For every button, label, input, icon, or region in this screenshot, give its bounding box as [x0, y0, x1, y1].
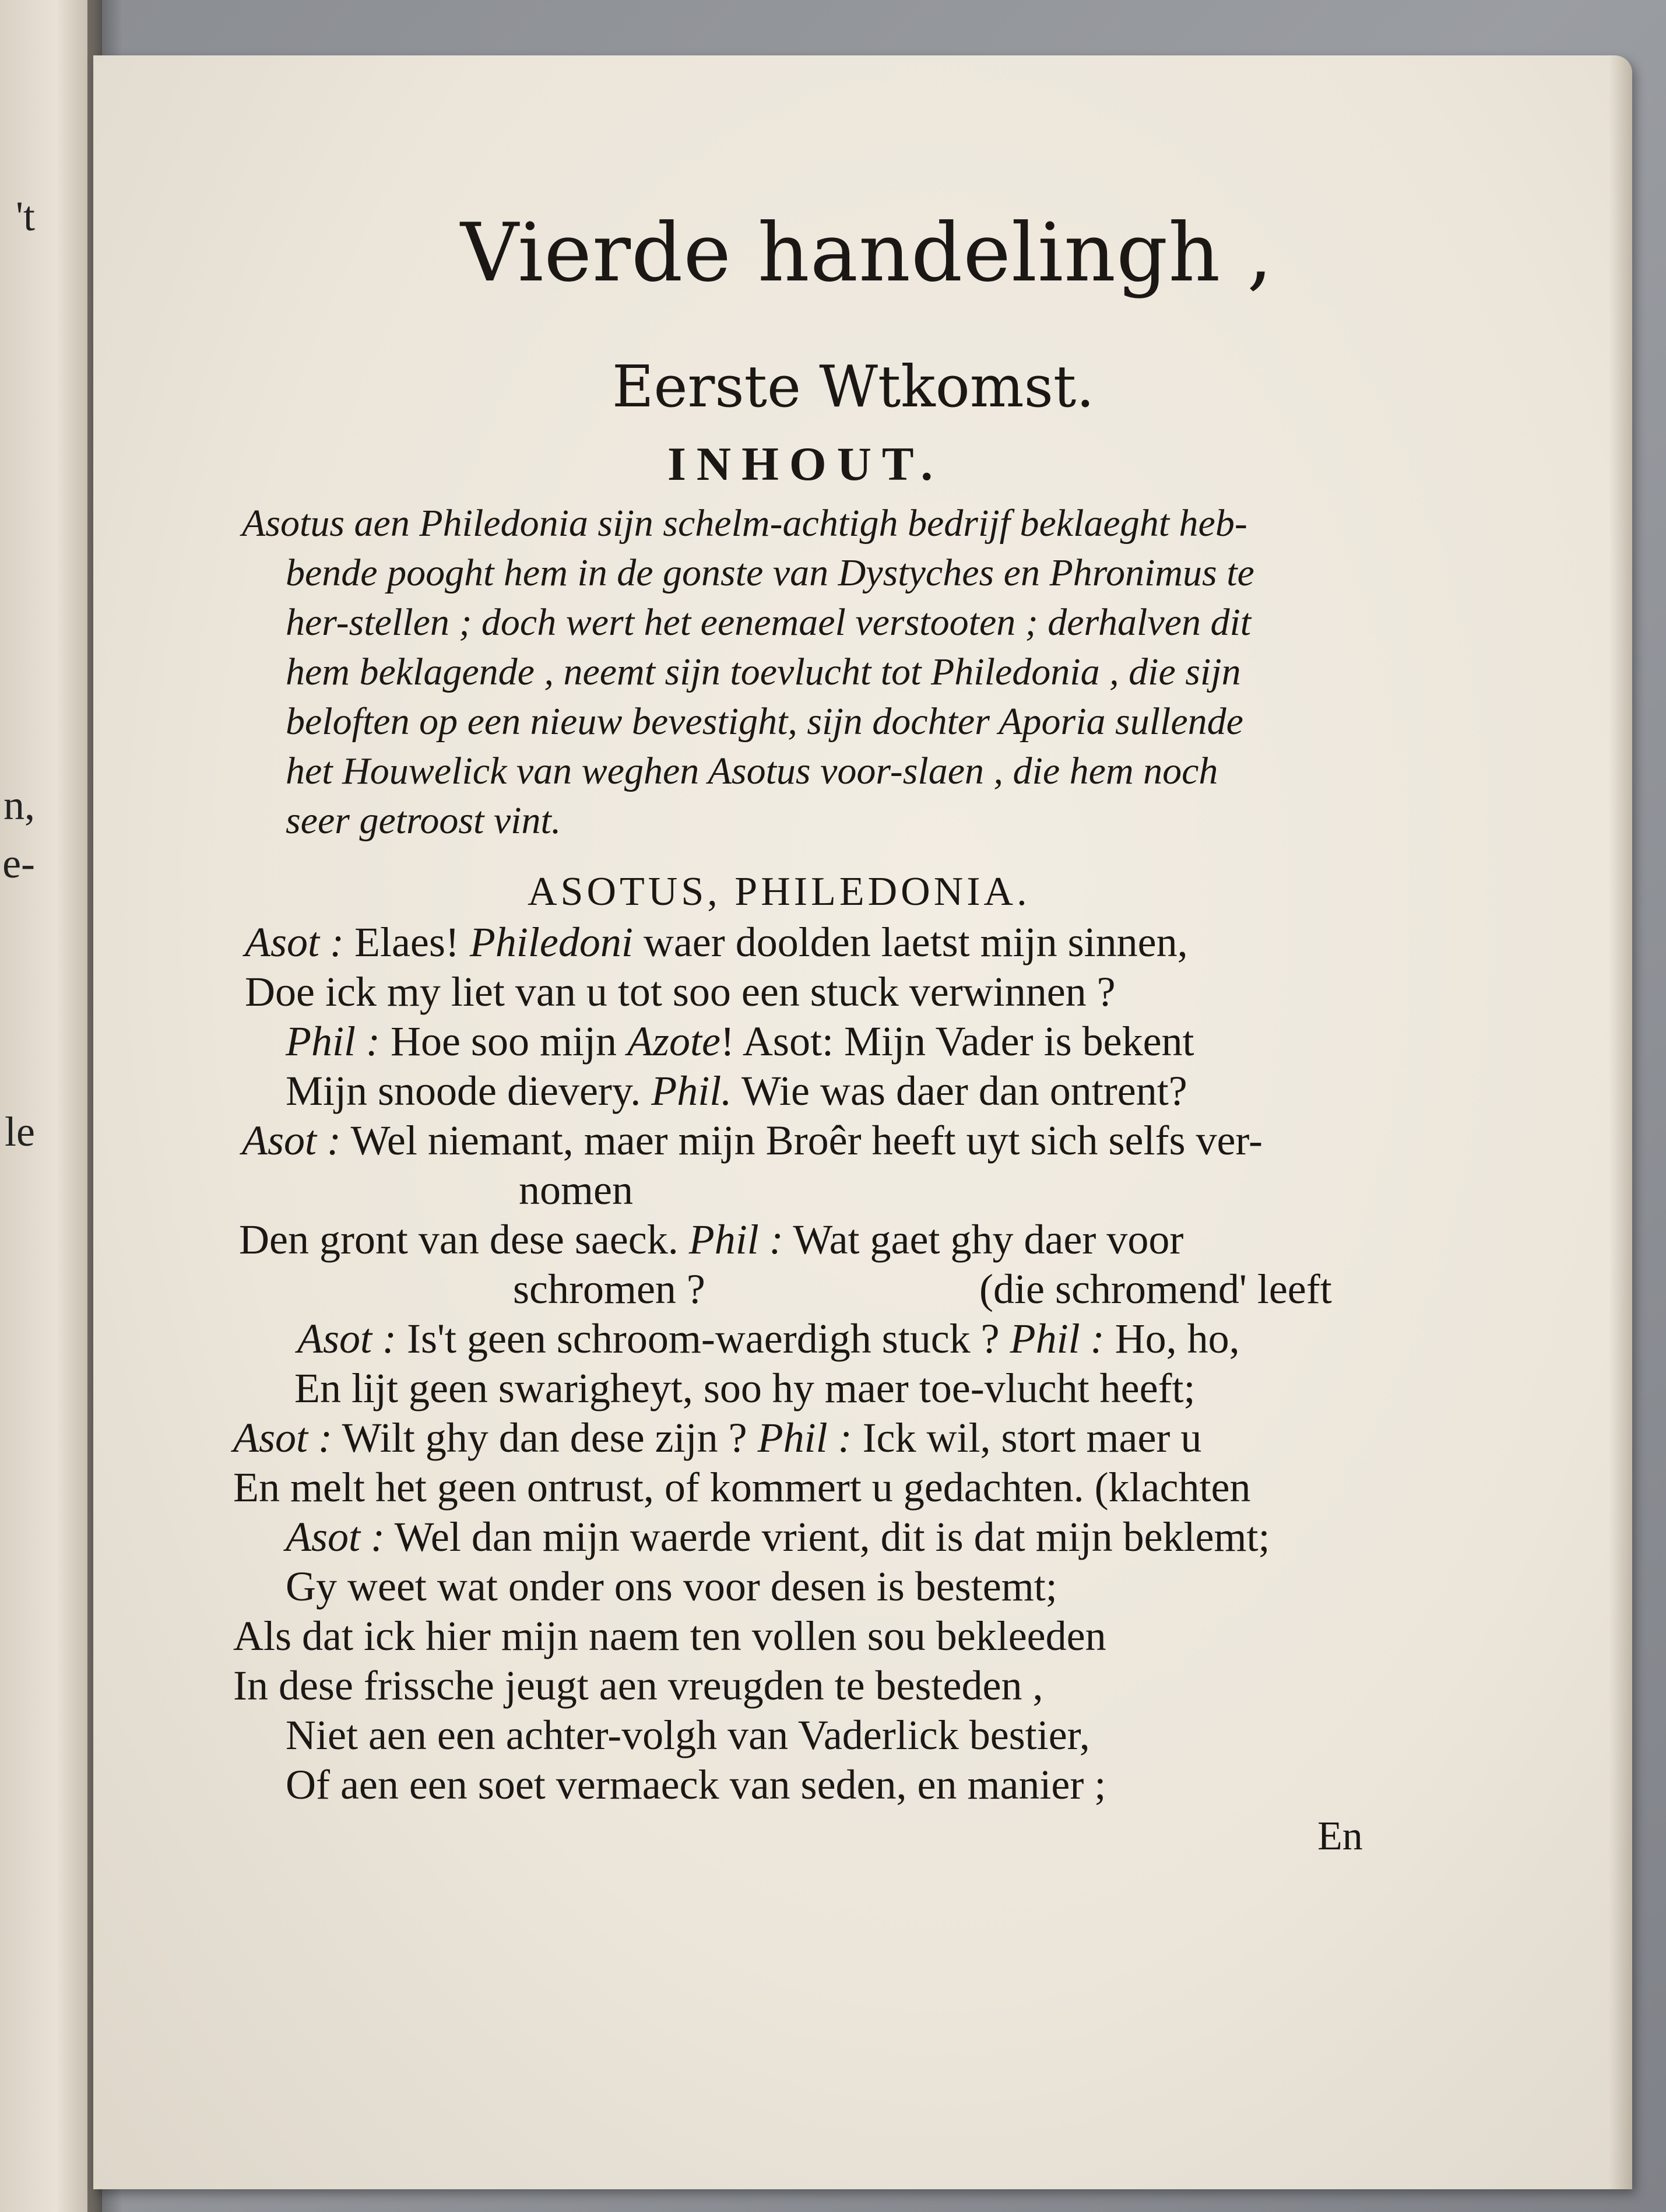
verse-line: Asot : Wel dan mijn waerde vrient, dit is dat mijn beklemt; — [286, 1514, 1270, 1560]
verse-line: Of aen een soet vermaeck van seden, en manier ; — [286, 1761, 1106, 1808]
verse-line: Gy weet wat onder ons voor desen is bestemt; — [286, 1563, 1057, 1610]
book-page — [93, 55, 1632, 2189]
verse-line: Asot : Elaes! Philedoni waer doolden laetst mijn sinnen, — [245, 919, 1188, 965]
facing-page-fragment: 't — [16, 193, 35, 240]
verse-line: Asot : Wel niemant, maer mijn Broêr heeft uyt sich selfs ver- — [242, 1117, 1263, 1164]
verse-line: Den gront van dese saeck. Phil : Wat gaet ghy daer voor — [239, 1216, 1184, 1263]
verse-line: Phil : Hoe soo mijn Azote! Asot: Mijn Vader is bekent — [286, 1018, 1194, 1065]
facing-page-fragment: n, — [3, 782, 35, 828]
facing-page-edge — [0, 0, 102, 2212]
summary-line: hem beklagende , neemt sijn toevlucht tot Philedonia , die sijn — [286, 651, 1241, 693]
summary-line: bende pooght hem in de gonste van Dystyches en Phronimus te — [286, 552, 1254, 594]
speakers-list: ASOTUS, PHILEDONIA. — [528, 869, 1031, 914]
page-edge-shade — [1609, 55, 1632, 2189]
verse-line: En lijt geen swarigheyt, soo hy maer toe-vlucht heeft; — [294, 1365, 1196, 1412]
verse-line: En melt het geen ontrust, of kommert u gedachten. (klachten — [233, 1464, 1251, 1511]
summary-line: seer getroost vint. — [286, 799, 561, 842]
verse-line-overflow: (die schromend' leeft — [979, 1266, 1332, 1312]
facing-page-fragment: e- — [2, 840, 35, 887]
catchword: En — [1317, 1814, 1363, 1859]
verse-line: Als dat ick hier mijn naem ten vollen sou bekleeden — [233, 1613, 1106, 1659]
verse-line: Asot : Wilt ghy dan dese zijn ? Phil : Ick wil, stort maer u — [233, 1414, 1202, 1461]
section-heading: INHOUT. — [667, 437, 944, 490]
summary-line: her-stellen ; doch wert het eenemael verstooten ; derhalven dit — [286, 601, 1252, 644]
verse-line: nomen — [519, 1167, 633, 1213]
summary-line: beloften op een nieuw bevestight, sijn dochter Aporia sullende — [286, 700, 1243, 743]
verse-line: Asot : Is't geen schroom-waerdigh stuck ? Phil : Ho, ho, — [297, 1315, 1240, 1362]
facing-page-fragment: le — [5, 1108, 35, 1155]
verse-line: schromen ? — [513, 1266, 705, 1312]
verse-line: Mijn snoode dievery. Phil. Wie was daer dan ontrent? — [286, 1068, 1187, 1114]
verse-line: Niet aen een achter-volgh van Vaderlick bestier, — [286, 1712, 1090, 1758]
summary-line: Asotus aen Philedonia sijn schelm-achtigh bedrijf beklaeght heb- — [242, 502, 1247, 545]
summary-line: het Houwelick van weghen Asotus voor-slaen , die hem noch — [286, 750, 1218, 792]
verse-line: In dese frissche jeugt aen vreugden te besteden , — [233, 1662, 1043, 1709]
verse-line: Doe ick my liet van u tot soo een stuck verwinnen ? — [245, 968, 1116, 1015]
act-title: Vierde handelingh , — [461, 206, 1274, 300]
scene-subtitle: Eerste Wtkomst. — [612, 354, 1095, 420]
